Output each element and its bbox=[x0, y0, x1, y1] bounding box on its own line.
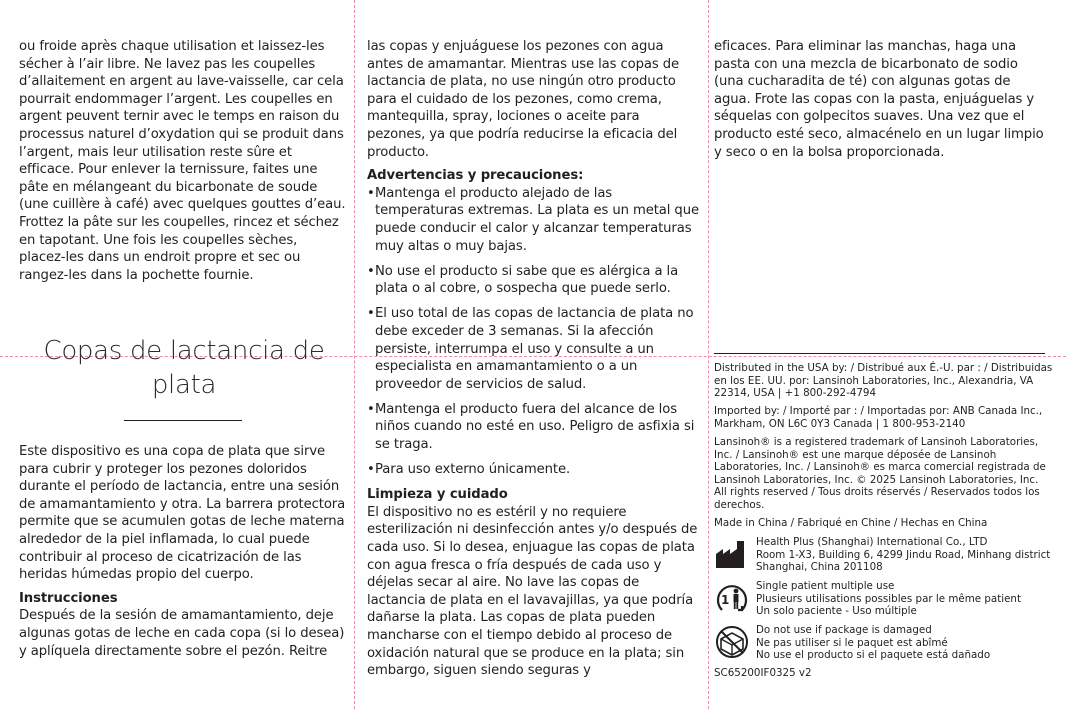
manufacturer-city: Shanghai, China 201108 bbox=[756, 561, 883, 574]
trademark-text: Lansinoh® is a registered trademark of Lansinoh Laboratories, Inc. / Lansinoh® est une marque déposée de Lansinoh Laboratories, Inc. / Lansinoh® es marca comercial registrada de Lansinoh Laboratories, Inc. © 2025 Lansinoh Laboratories, Inc. All rights reserved / Tous droits réservés / Reservados todos los derechos. bbox=[714, 436, 1046, 511]
spanish-intro-block bbox=[19, 443, 349, 660]
damaged-package-block bbox=[756, 624, 1056, 662]
importer-text: Imported by: / Importé par : / Importadas por: ANB Canada Inc., Markham, ON L6C 0Y3 Canada | 1 800-953-2140 bbox=[714, 405, 1043, 430]
top-paragraph: las copas y enjuáguese los pezones con agua antes de amamantar. Mientras use las copas de lactancia de plata, no use ningún otro producto para el cuidado de los pezones, como crema, mantequilla, spray, lociones o aceite para pezones, ya que podría reducirse la eficacia del producto. bbox=[367, 39, 680, 160]
factory-icon bbox=[714, 536, 750, 572]
intro-paragraph: Este dispositivo es una copa de plata que sirve para cubrir y proteger los pezones doloridos durante el período de lactancia, entre una sesión de amamantamiento y otra. La barrera protectora permite que se acumulen gotas de leche materna alrededor de la piel inflamada, lo cual puede contribuir al proceso de cicatrización de las heridas húmedas propio del cuerpo. bbox=[19, 444, 346, 583]
spanish-middle-column bbox=[367, 38, 699, 680]
trademark-info bbox=[714, 436, 1054, 512]
warning-item: • Para uso externo únicamente. bbox=[367, 461, 699, 479]
product-code-text: SC65200IF0325 v2 bbox=[714, 667, 812, 679]
manufacturer-address: Room 1-X3, Building 6, 4299 Jindu Road, Minhang district bbox=[756, 548, 1051, 561]
single-patient-es: Un solo paciente - Uso múltiple bbox=[756, 605, 917, 618]
single-patient-en: Single patient multiple use bbox=[756, 580, 895, 592]
importer-info bbox=[714, 405, 1054, 430]
instructions-paragraph: Después de la sesión de amamantamiento, deje algunas gotas de leche en cada copa (si lo desea) y aplíquela directamente sobre el pezón. Reitre bbox=[19, 608, 345, 659]
title-underline bbox=[124, 420, 242, 421]
fold-line-vertical-1 bbox=[354, 0, 355, 709]
warnings-heading: Advertencias y precauciones: bbox=[367, 168, 584, 184]
single-patient-fr: Plusieurs utilisations possibles par le même patient bbox=[756, 592, 1021, 605]
spanish-right-column bbox=[714, 38, 1048, 161]
warning-item: • No use el producto si sabe que es alérgica a la plata o al cobre, o sospecha que puede serlo. bbox=[367, 263, 699, 298]
warning-item: • Mantenga el producto alejado de las temperaturas extremas. La plata es un metal que puede conducir el calor y alcanzar temperaturas muy altas o muy bajas. bbox=[367, 185, 699, 255]
damaged-es: No use el producto si el paquete está dañado bbox=[756, 649, 991, 662]
made-in-text: Made in China / Fabriqué en Chine / Hechas en China bbox=[714, 517, 988, 529]
top-paragraph: eficaces. Para eliminar las manchas, haga una pasta con una mezcla de bicarbonato de sodio (una cucharadita de té) con algunas gotas de agua. Frote las copas con la pasta, enjuáguelas y séquelas con golpecitos suaves. Una vez que el producto esté seco, almacénelo en un lugar limpio y seco o en la bolsa proporcionada. bbox=[714, 39, 1044, 160]
cleaning-heading: Limpieza y cuidado bbox=[367, 487, 508, 503]
warnings-list bbox=[367, 185, 699, 479]
warning-item: • El uso total de las copas de lactancia de plata no debe exceder de 3 semanas. Si la afección persiste, interrumpa el uso y consulte a un especialista en amamantamiento o a un proveedor de servicios de salud. bbox=[367, 305, 699, 393]
damaged-fr: Ne pas utiliser si le paquet est abîmé bbox=[756, 636, 948, 649]
do-not-use-if-damaged-icon bbox=[714, 624, 750, 660]
svg-text:1: 1 bbox=[721, 593, 730, 607]
warning-item: • Mantenga el producto fuera del alcance de los niños cuando no esté en uso. Peligro de asfixia si se traga. bbox=[367, 401, 699, 454]
damaged-en: Do not use if package is damaged bbox=[756, 624, 932, 636]
distributor-text: Distributed in the USA by: / Distribué aux É.-U. par : / Distribuidas en los EE. UU. por: Lansinoh Laboratories, Inc., Alexandria, VA 22314, USA | +1 800-292-4794 bbox=[714, 362, 1053, 400]
made-in-info bbox=[714, 517, 1054, 530]
legal-divider bbox=[714, 353, 1045, 354]
cleaning-paragraph: El dispositivo no es estéril y no requiere esterilización ni desinfección antes y/o después de cada uso. Si lo desea, enjuague las copas de plata con agua fresca o fría después de cada uso y déjelas secar al aire. No lave las copas de lactancia de plata en el lavavajillas, ya que podría dañarse la plata. Las copas de plata pueden mancharse con el tiempo debido al proceso de oxidación natural que se produce en la plata; sin embargo, siguen siendo seguras y bbox=[367, 504, 698, 679]
french-paragraph: ou froide après chaque utilisation et laissez-les sécher à l’air libre. Ne lavez pas les coupelles d’allaitement en argent au lave-vaisselle, car cela pourrait endommager l’argent. Les coupelles en argent peuvent ternir avec le temps en raison du processus naturel d’oxydation qui se produit dans l’argent, mais leur utilisation reste sûre et efficace. Pour enlever la ternissure, faites une pâte en mélangeant du bicarbonate de soude (une cuillère à café) avec quelques gouttes d’eau. Frottez la pâte sur les coupelles, rincez et séchez en tapotant. Une fois les coupelles sèches, placez-les dans un endroit propre et sec ou rangez-les dans la pochette fournie. bbox=[19, 39, 346, 283]
manufacturer-block bbox=[756, 536, 1056, 574]
manufacturer-name: Health Plus (Shanghai) International Co., LTD bbox=[756, 536, 988, 548]
product-code bbox=[714, 667, 1054, 680]
distributor-info bbox=[714, 362, 1054, 400]
single-patient-block bbox=[756, 580, 1056, 618]
instructions-heading: Instrucciones bbox=[19, 590, 118, 606]
fold-line-vertical-2 bbox=[708, 0, 709, 709]
section-title: Copas de lactancia de plata bbox=[43, 336, 325, 400]
french-text-block bbox=[19, 38, 347, 284]
single-patient-multiple-use-icon bbox=[714, 580, 750, 616]
